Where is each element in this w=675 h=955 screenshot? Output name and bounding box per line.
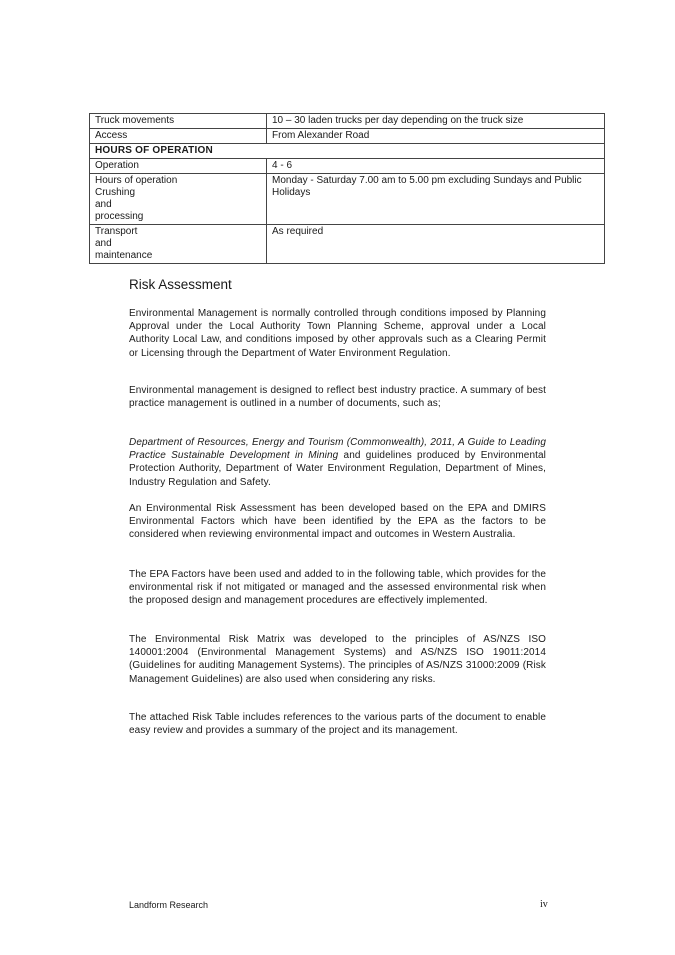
cell-line — [95, 226, 261, 250]
paragraph: Environmental management is designed to reflect best industry practice. A summary of best practice management is outlined in a number of documents, such as; — [129, 385, 546, 410]
table-cell — [90, 225, 267, 264]
table-cell: As required — [267, 225, 605, 264]
footer-company: Landform Research — [129, 900, 209, 910]
table-cell: 4 - 6 — [267, 159, 605, 174]
paragraph: An Environmental Risk Assessment has been developed based on the EPA and DMIRS Environmental Factors which have been identified by the EPA as the factors to be considered when reviewing environmental impact and outcomes in Western Australia. — [129, 503, 546, 541]
paragraph: The attached Risk Table includes references to the various parts of the document to enable easy review and provides a summary of the project and its management. — [129, 712, 546, 737]
paragraph: The Environmental Risk Matrix was developed to the principles of AS/NZS ISO 140001:2004 (Environmental Management Systems) and AS/NZS ISO 19011:2014 (Guidelines for auditing Management Systems). The principles of AS/NZS 31000:2009 (Risk Management Guidelines) are also used when considering any risks. — [129, 634, 546, 685]
table-cell: Truck movements — [90, 114, 267, 129]
table-cell: Monday - Saturday 7.00 am to 5.00 pm excluding Sundays and Public Holidays — [267, 174, 605, 225]
paragraph: The EPA Factors have been used and added to in the following table, which provides for the environmental risk if not mitigated or managed and the assessed environmental risk when the proposed design and management procedures are effectively implemented. — [129, 569, 546, 607]
table-cell: From Alexander Road — [267, 129, 605, 144]
table-row — [90, 174, 605, 225]
table-row — [90, 159, 605, 174]
table-row — [90, 129, 605, 144]
section-title: Risk Assessment — [129, 277, 232, 292]
table-cell: Operation — [90, 159, 267, 174]
table-section-heading: HOURS OF OPERATION — [90, 144, 605, 159]
citation-text: Department of Resources, Energy and Tourism (Commonwealth), 2011, A Guide to Leading Practice Sustainable Development in Mining — [129, 437, 546, 462]
paragraph — [129, 436, 546, 489]
cell-line: maintenance — [95, 250, 153, 261]
paragraph: Environmental Management is normally controlled through conditions imposed by Planning Approval under the Local Authority Town Planning Scheme, approval under a Local Authority Local Law, and conditions imposed by other approvals such as a Clearing Permit or Licensing through the Department of Water Environment Regulation. — [129, 308, 546, 359]
cell-line: Hours of operation — [95, 175, 178, 186]
operations-table — [89, 113, 605, 264]
page-number: iv — [540, 899, 548, 910]
table-cell: Access — [90, 129, 267, 144]
table-cell — [90, 174, 267, 225]
table-section-heading-row — [90, 144, 605, 159]
cell-word: Crushing — [95, 187, 136, 198]
cell-line: processing — [95, 211, 144, 222]
cell-word: Transport — [95, 226, 138, 237]
cell-word: and — [95, 199, 112, 210]
paragraph-text: and guidelines produced by Environmental Protection Authority, Department of Water Environment Regulation, Department of Mines, Industry Regulation and Safety. — [129, 450, 546, 488]
cell-line — [95, 187, 261, 211]
table-row — [90, 114, 605, 129]
table-cell: 10 – 30 laden trucks per day depending on the truck size — [267, 114, 605, 129]
cell-word: and — [95, 238, 112, 249]
table-row — [90, 225, 605, 264]
